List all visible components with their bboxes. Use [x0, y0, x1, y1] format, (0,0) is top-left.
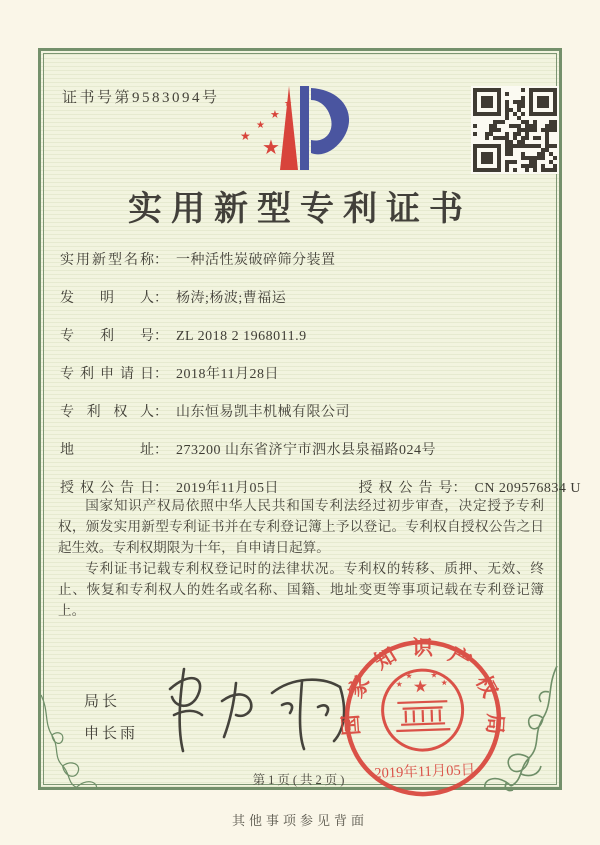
field-row-inventors: 发明人： 杨涛;杨波;曹福运: [60, 287, 548, 308]
field-label: 授权公告号: [358, 481, 453, 496]
legal-paragraph-1: 国家知识产权局依照中华人民共和国专利法经过初步审查，决定授予专利权，颁发实用新型专利证书并在专利登记簿上予以登记。专利权自授权公告之日起生效。专利权期限为十年，自申请日起算。: [58, 498, 544, 555]
svg-text:★: ★: [440, 678, 449, 688]
officer-name: 申长雨: [84, 726, 139, 742]
svg-text:★: ★: [395, 679, 404, 689]
field-value: 2019年11月05日: [176, 481, 279, 496]
field-value: 杨涛;杨波;曹福运: [176, 291, 287, 306]
field-label: 专利号: [60, 329, 154, 344]
cnipa-logo-icon: [232, 80, 368, 178]
field-label: 地址: [60, 443, 154, 458]
svg-text:★: ★: [256, 120, 265, 131]
field-value: 2018年11月28日: [176, 367, 279, 382]
field-label: 授权公告日: [60, 481, 154, 496]
certificate-number: 证书号第9583094号: [62, 90, 220, 106]
svg-text:★: ★: [270, 108, 280, 121]
field-value: ZL 2018 2 1968011.9: [176, 329, 307, 344]
field-row-address: 地址： 273200 山东省济宁市泗水县泉福路024号: [60, 439, 548, 460]
field-label: 实用新型名称: [60, 253, 154, 268]
page-number: 第1页(共2页): [252, 773, 348, 787]
field-value: CN 209576834 U: [474, 481, 582, 496]
field-row-grant: 授权公告日： 2019年11月05日 授权公告号： CN 209576834 U: [60, 477, 548, 498]
field-row-patentee: 专利权人： 山东恒易凯丰机械有限公司: [60, 401, 548, 422]
seal-date: 2019年11月05日: [374, 762, 476, 782]
svg-text:★: ★: [240, 129, 251, 143]
field-row-name: 实用新型名称： 一种活性炭破碎筛分装置: [60, 249, 548, 270]
field-value: 273200 山东省济宁市泗水县泉福路024号: [176, 443, 436, 458]
field-label: 专利申请日: [60, 367, 154, 382]
page-title: 实用新型专利证书: [128, 191, 472, 228]
officer-title: 局长: [84, 694, 121, 710]
back-side-note: 其他事项参见背面: [231, 813, 368, 828]
svg-text:★: ★: [262, 135, 280, 159]
national-emblem-icon: [381, 669, 464, 752]
field-row-filing-date: 专利申请日： 2018年11月28日: [60, 363, 548, 384]
field-value: 一种活性炭破碎筛分装置: [176, 253, 336, 268]
director-signature: [150, 655, 360, 767]
qr-code-icon: [471, 86, 559, 174]
field-label: 专利权人: [60, 405, 154, 420]
field-label: 发明人: [60, 291, 154, 306]
legal-paragraph-2: 专利证书记载专利权登记时的法律状况。专利权的转移、质押、无效、终止、恢复和专利权人的姓名或名称、国籍、地址变更等事项记载在专利登记簿上。: [58, 560, 544, 618]
svg-text:★: ★: [284, 99, 293, 109]
field-value: 山东恒易凯丰机械有限公司: [176, 405, 350, 420]
legal-text: [58, 496, 544, 622]
svg-text:★: ★: [430, 670, 438, 680]
officer-block: [84, 690, 138, 754]
svg-text:★: ★: [412, 676, 429, 698]
field-row-patent-number: 专利号： ZL 2018 2 1968011.9: [60, 325, 548, 346]
patent-fields: [60, 249, 582, 515]
seal-ring-text: 国家知识产权局: [338, 635, 508, 737]
svg-text:★: ★: [405, 671, 413, 681]
